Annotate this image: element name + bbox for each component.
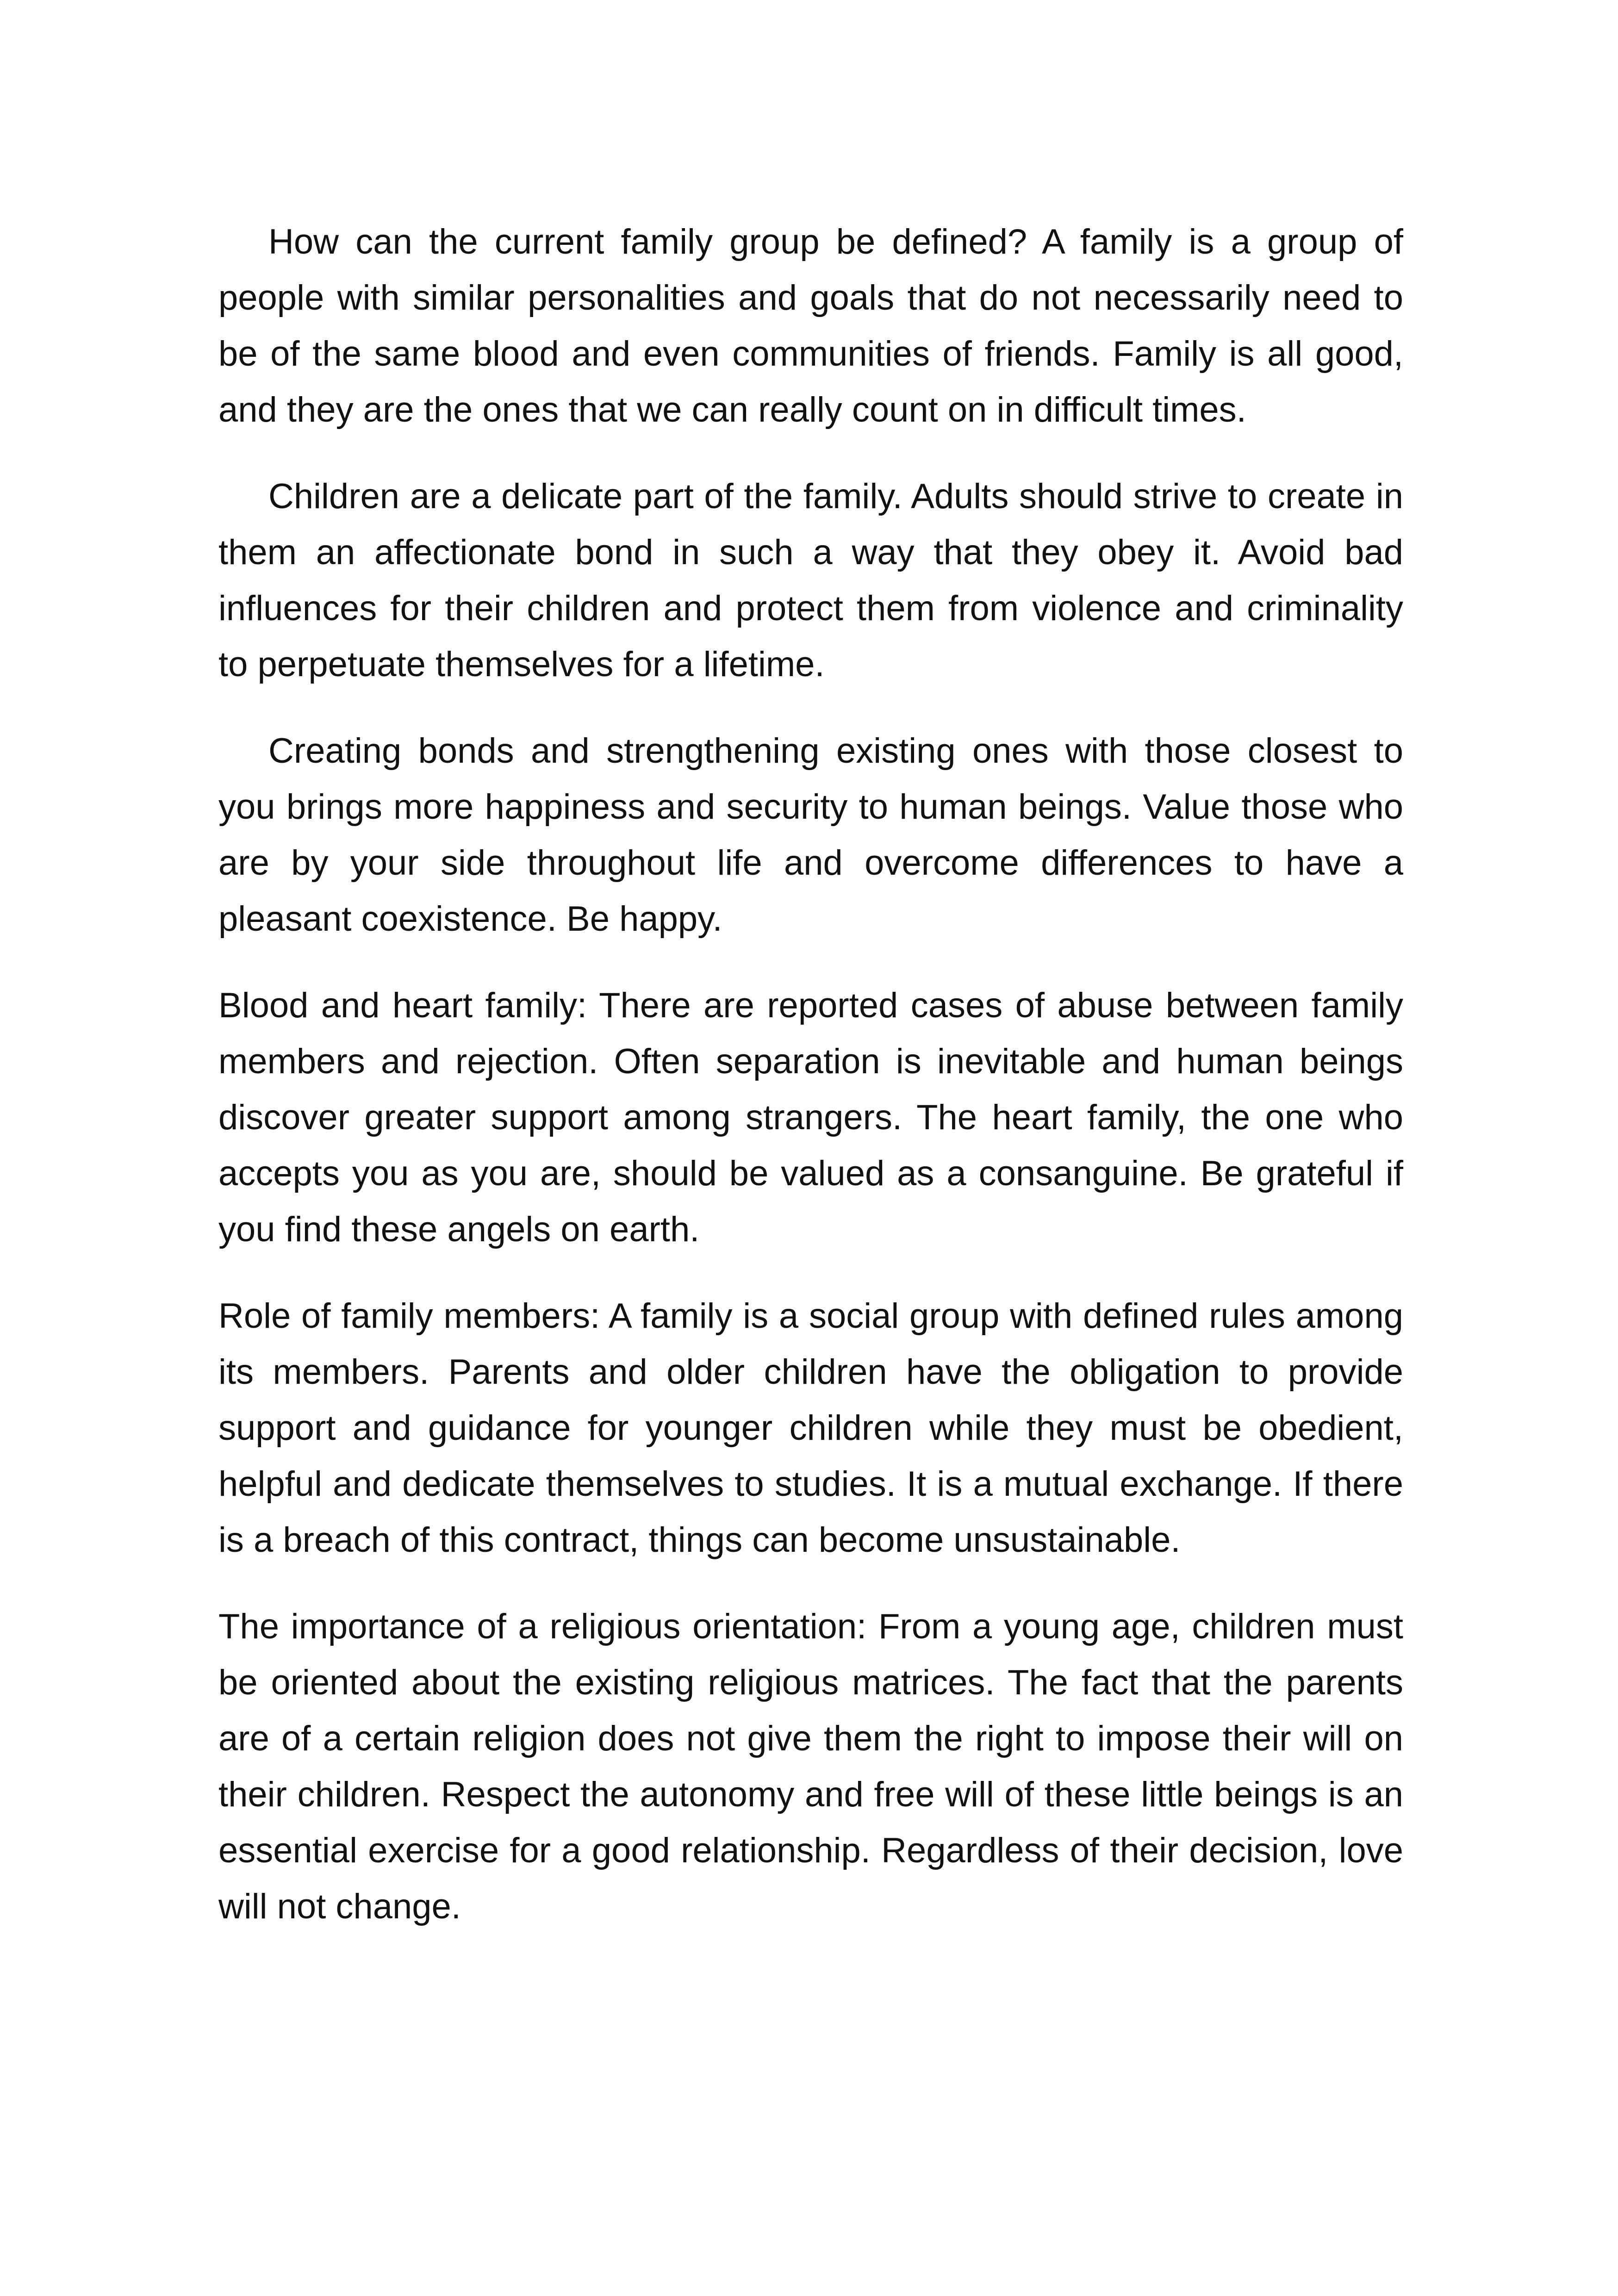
paragraph-blood-and-heart-family: Blood and heart family: There are reported cases of abuse between family members and rejection. Often separation is inevitable and human beings discover greater support among strangers. The heart family, the one who accepts you as you are, should be valued as a consanguine. Be grateful if you find these angels on earth. [218, 986, 1403, 1249]
document-body [218, 214, 1403, 1965]
paragraph-role-of-family-members: Role of family members: A family is a social group with defined rules among its members. Parents and older children have the obligation to provide support and guidance for younger children while they must be obedient, helpful and dedicate themselves to studies. It is a mutual exchange. If there is a breach of this contract, things can become unsustainable. [218, 1296, 1403, 1560]
paragraph-religious-orientation: The importance of a religious orientation: From a young age, children must be oriented about the existing religious matrices. The fact that the parents are of a certain religion does not give them the right to impose their will on their children. Respect the autonomy and free will of these little beings is an essential exercise for a good relationship. Regardless of their decision, love will not change. [218, 1607, 1403, 1926]
paragraph-family-definition: How can the current family group be defined? A family is a group of people with similar personalities and goals that do not necessarily need to be of the same blood and even communities of friends. Family is all good, and they are the ones that we can really count on in difficult times. [218, 222, 1403, 429]
paragraph-children: Children are a delicate part of the family. Adults should strive to create in them an affectionate bond in such a way that they obey it. Avoid bad influences for their children and protect them from violence and criminality to perpetuate themselves for a lifetime. [218, 477, 1403, 684]
paragraph-creating-bonds: Creating bonds and strengthening existing ones with those closest to you brings more happiness and security to human beings. Value those who are by your side throughout life and overcome differences to have a pleasant coexistence. Be happy. [218, 731, 1403, 939]
